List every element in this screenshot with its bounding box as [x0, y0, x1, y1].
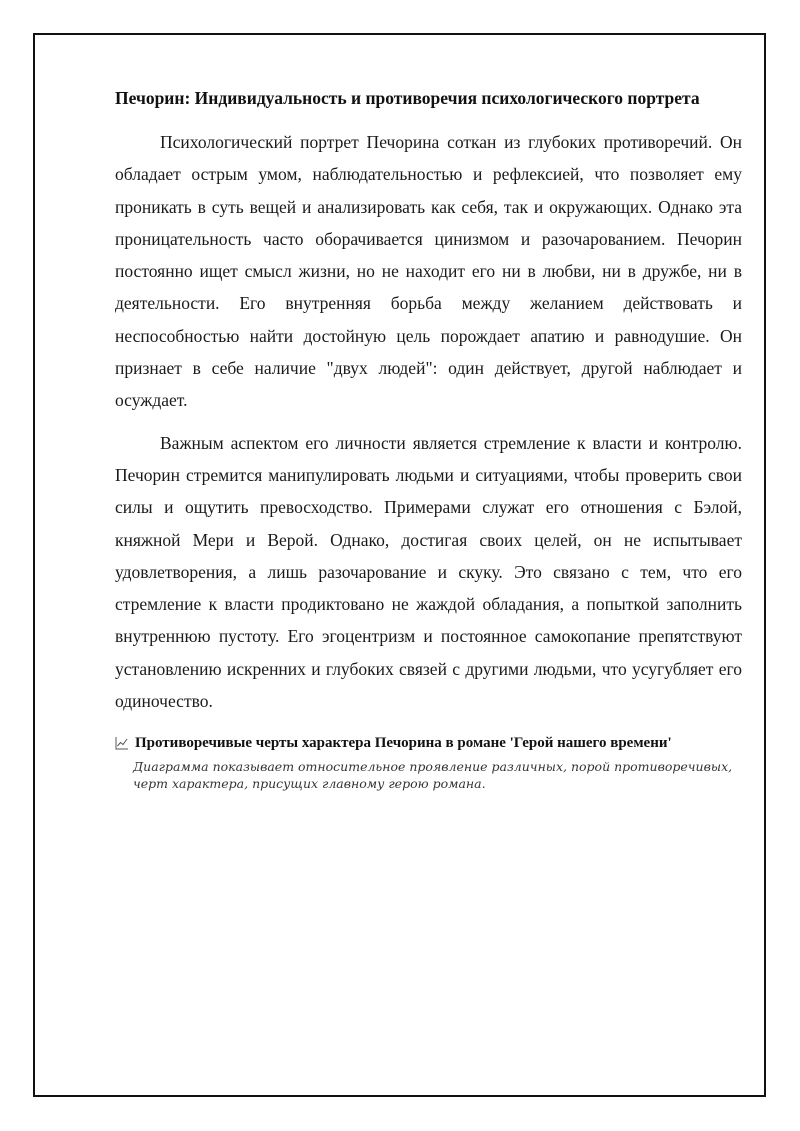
figure-title-row: [115, 733, 742, 753]
paragraph-1: Психологический портрет Печорина соткан из глубоких противоречий. Он обладает острым умом, наблюдательностью и рефлексией, что позволяет ему проникать в суть вещей и анализировать как себя, так и окружающих. Однако эта проницательность часто оборачивается цинизмом и разочарованием. Печорин постоянно ищет смысл жизни, но не находит его ни в любви, ни в дружбе, ни в деятельности. Его внутренняя борьба между желанием действовать и неспособностью найти достойную цель порождает апатию и равнодушие. Он признает в себе наличие "двух людей": один действует, другой наблюдает и осуждает.: [115, 132, 742, 411]
figure-caption: Диаграмма показывает относительное проявление различных, порой противоречивых, черт характера, присущих главному герою романа.: [133, 759, 733, 792]
section-heading: Печорин: Индивидуальность и противоречия психологического портрета: [115, 88, 700, 108]
paragraph-2: Важным аспектом его личности является стремление к власти и контролю. Печорин стремится манипулировать людьми и ситуациями, чтобы проверить свои силы и ощутить превосходство. Примерами служат его отношения с Бэлой, княжной Мери и Верой. Однако, достигая своих целей, он не испытывает удовлетворения, а лишь разочарование и скуку. Это связано с тем, что его стремление к власти продиктовано не жаждой обладания, а попыткой заполнить внутреннюю пустоту. Его эгоцентризм и постоянное самокопание препятствуют установлению искренних и глубоких связей с другими людьми, что усугубляет его одиночество.: [115, 432, 742, 712]
figure-block: [115, 733, 742, 792]
document-body: [115, 86, 742, 792]
chart-icon: [115, 736, 129, 750]
figure-title: Противоречивые черты характера Печорина в романе 'Герой нашего времени': [135, 735, 672, 752]
